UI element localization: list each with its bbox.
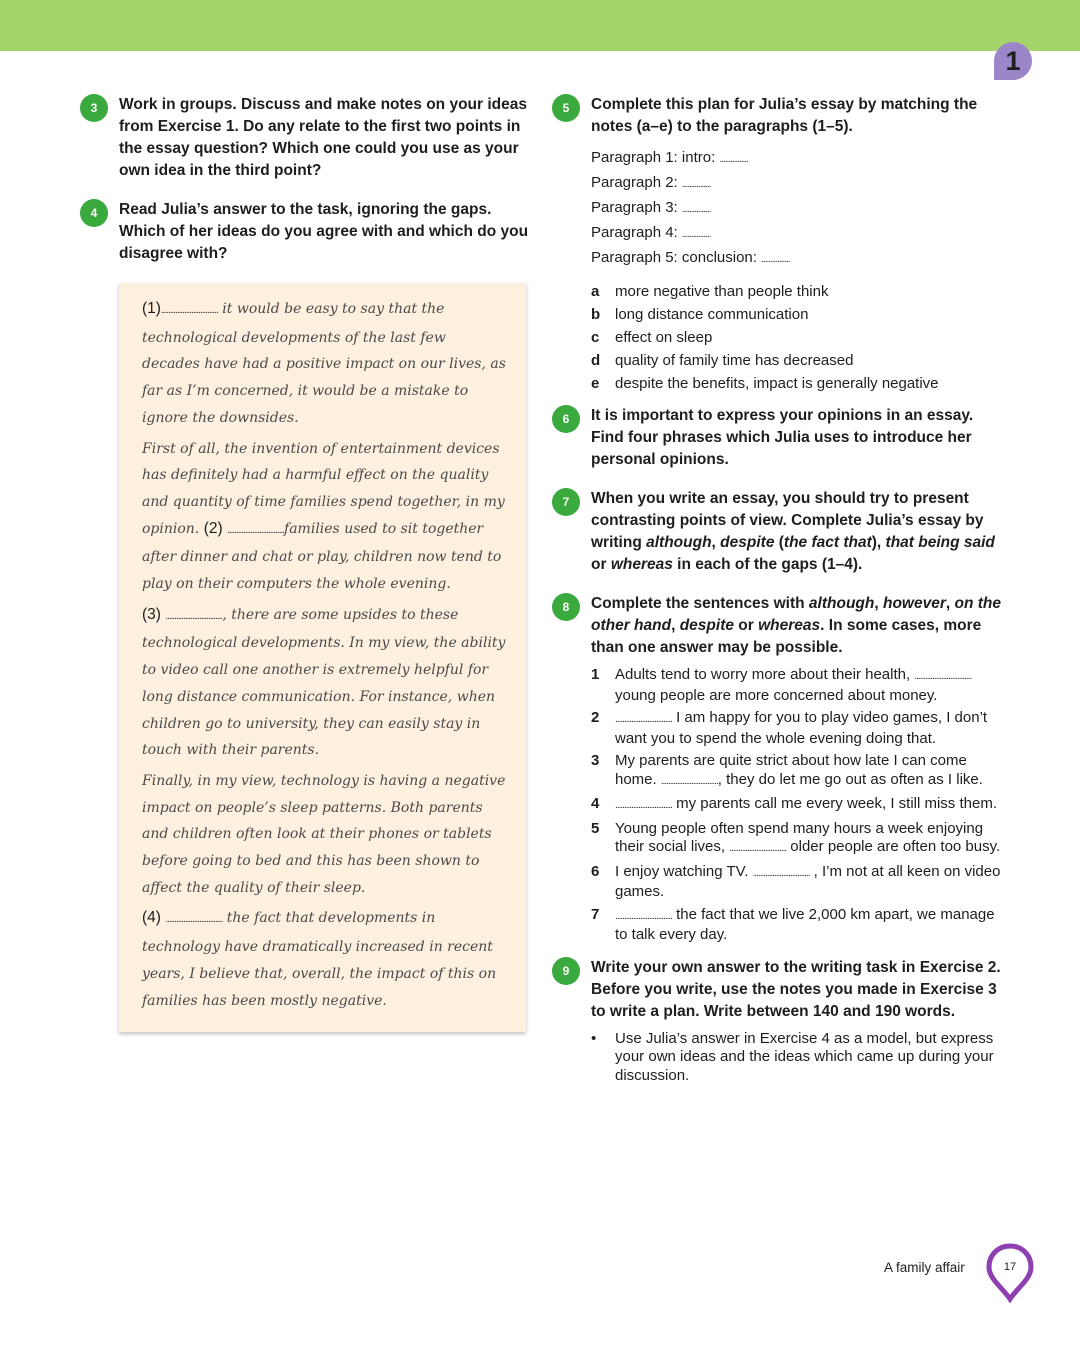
note-item	[591, 372, 1002, 395]
gap-label: (2)	[203, 519, 223, 537]
note-item	[591, 349, 1002, 372]
gap-label: (4)	[142, 909, 161, 927]
plan-label: Paragraph 2:	[591, 174, 678, 191]
sentence-blank[interactable]: ................................	[615, 910, 672, 922]
exercise-number: 8	[552, 593, 580, 621]
exercise-8	[552, 593, 1002, 945]
exercise-number: 4	[80, 199, 108, 227]
note-item	[591, 326, 1002, 349]
essay-text: the fact that developments in technology have dramatically increased in recent years, I believe that, overall, the impact of this on families has been mostly negative.	[142, 910, 497, 1009]
note-letter: b	[591, 306, 601, 323]
gap-label: (3)	[142, 605, 161, 623]
sentence-blank[interactable]: ................................	[729, 843, 787, 854]
exercise-number: 3	[80, 94, 108, 122]
essay-paragraph-1	[142, 296, 506, 432]
sentence-item	[591, 863, 1002, 902]
footer-unit-title: A family affair	[884, 1260, 965, 1275]
sentence-item	[591, 709, 1002, 748]
exercise-number: 6	[552, 405, 580, 433]
bullet-mark: •	[591, 1029, 597, 1047]
note-text: more negative than people think	[615, 283, 829, 300]
plan-item	[591, 196, 1002, 221]
plan-item	[591, 171, 1002, 196]
sentence-text: ................................ I am happy for you to play video games, I don’t want you to spend the whole evening doing that.	[615, 709, 988, 747]
page-pin-icon	[985, 1243, 1035, 1303]
bullet-item	[591, 1030, 1002, 1086]
exercise-instruction: Read Julia’s answer to the task, ignoring the gaps. Which of her ideas do you agree with and which do you disagree with?	[119, 201, 529, 262]
plan-blank[interactable]: ................	[761, 254, 790, 265]
exercise-4	[80, 199, 530, 265]
exercise-instruction: Work in groups. Discuss and make notes on your ideas from Exercise 1. Do any relate to the first two points in the essay question? Which one could you use as your own idea in the third point?	[119, 96, 527, 179]
sentence-number: 5	[591, 819, 600, 837]
sentence-number: 4	[591, 795, 600, 812]
sentence-blank[interactable]: ................................	[914, 671, 972, 682]
sentence-text: Young people often spend many hours a week enjoying their social lives, ................................ older people are often too busy.	[615, 819, 1001, 855]
page-number: 17	[1003, 1261, 1017, 1273]
essay-text: First of all, the invention of entertainment devices has definitely had a harmful effect on the quality and quantity of time families spend together, in my opinion.	[142, 440, 505, 537]
plan-blank[interactable]: ................	[719, 154, 748, 165]
plan-blank[interactable]: ................	[681, 229, 711, 240]
sentence-text: My parents are quite strict about how late I can come home. ................................, they do let me go out as often as I like.	[615, 752, 983, 788]
plan-item	[591, 146, 1002, 171]
essay-text: Finally, in my view, technology is having a negative impact on people’s sleep patterns. Both parents and children often look at their phones or tablets before going to bed and this has been shown to affect the quality of their sleep.	[142, 772, 506, 896]
exercise-instruction: Complete this plan for Julia’s essay by matching the notes (a–e) to the paragraphs (1–5).	[591, 96, 978, 135]
note-text: quality of family time has decreased	[615, 352, 854, 369]
note-item	[591, 303, 1002, 326]
note-letter: d	[591, 352, 601, 369]
sentence-number: 3	[591, 752, 600, 769]
essay-text: it would be easy to say that the technological developments of the last few decades have had a positive impact on our lives, as far as I’m concerned, it would be a mistake to ignore the downsides.	[142, 301, 506, 426]
essay-text: , there are some upsides to these technological developments. In my view, the ability to video call one another is extremely helpful for long distance communication. For instance, when children go to university, they can easily stay in touch with their parents.	[142, 606, 506, 759]
sentence-blank[interactable]: ................................	[615, 714, 672, 725]
plan-blank[interactable]: ................	[681, 204, 711, 215]
plan-item	[591, 221, 1002, 246]
sentence-text: I enjoy watching TV. ................................ , I’m not at all keen on video games.	[615, 862, 1001, 900]
plan-label: Paragraph 1: intro:	[591, 149, 716, 166]
sentence-number: 1	[591, 666, 600, 683]
plan-label: Paragraph 4:	[591, 224, 678, 241]
note-letter: a	[591, 283, 600, 300]
gap-blank[interactable]: ................................	[165, 914, 223, 926]
sentence-number: 6	[591, 862, 600, 880]
gap-label: (1)	[142, 300, 161, 317]
exercise-9	[552, 957, 1002, 1086]
sentence-text: ................................ the fact that we live 2,000 km apart, we manage to talk every day.	[615, 905, 995, 943]
exercise-number: 7	[552, 488, 580, 516]
exercise-instruction: Complete the sentences with although, however, on the other hand, despite or whereas. In some cases, more than one answer may be possible.	[591, 595, 1001, 656]
sentence-blank[interactable]: ................................	[752, 867, 810, 879]
exercise-number: 9	[552, 957, 580, 985]
exercise-number: 5	[552, 94, 580, 122]
plan-list	[591, 146, 1002, 271]
sentence-item	[591, 906, 1002, 945]
exercise-instruction: Write your own answer to the writing task in Exercise 2. Before you write, use the notes you made in Exercise 3 to write a plan. Write between 140 and 190 words.	[591, 958, 1001, 1020]
sentence-text: Adults tend to worry more about their health, ................................ young people are more concerned about money.	[615, 666, 972, 704]
sentence-item	[591, 752, 1002, 791]
sentence-item	[591, 820, 1002, 859]
sentence-list	[591, 666, 1002, 945]
sentence-number: 2	[591, 709, 600, 726]
unit-badge	[994, 42, 1032, 80]
gap-blank[interactable]: ................................	[160, 305, 218, 316]
sentence-number: 7	[591, 905, 600, 923]
essay-box	[119, 283, 526, 1032]
top-color-band	[0, 0, 1080, 51]
essay-paragraph-5	[142, 905, 506, 1014]
sentence-blank[interactable]: ................................	[660, 775, 718, 787]
exercise-instruction: When you write an essay, you should try to present contrasting points of view. Complete Julia’s essay by writing although, despite (the fact that), that being said or whereas in each of the gaps (1–4).	[591, 490, 995, 573]
unit-number: 1	[1005, 45, 1021, 76]
right-column	[552, 94, 1002, 1102]
plan-label: Paragraph 5: conclusion:	[591, 249, 757, 266]
essay-paragraph-3	[142, 602, 506, 764]
sentence-text: ................................ my parents call me every week, I still miss them.	[615, 795, 997, 812]
exercise-6	[552, 405, 1002, 471]
note-text: effect on sleep	[615, 329, 713, 346]
note-text: despite the benefits, impact is generally negative	[615, 375, 939, 392]
left-column	[80, 94, 530, 1032]
bullet-text: Use Julia’s answer in Exercise 4 as a model, but express your own ideas and the ideas which came up during your discussion.	[615, 1029, 994, 1084]
essay-text: families used to sit together after dinner and chat or play, children now tend to play on their computers the whole evening.	[142, 520, 502, 593]
plan-item	[591, 246, 1002, 271]
exercise-5	[552, 94, 1002, 395]
note-letter: e	[591, 375, 600, 392]
sentence-item	[591, 795, 1002, 816]
sentence-item	[591, 666, 1002, 705]
exercise-instruction: It is important to express your opinions in an essay. Find four phrases which Julia uses to introduce her personal opinions.	[591, 407, 974, 468]
gap-blank[interactable]: ................................	[165, 610, 223, 622]
note-text: long distance communication	[615, 306, 809, 323]
note-letter: c	[591, 329, 600, 346]
essay-paragraph-4	[142, 768, 506, 902]
plan-blank[interactable]: ................	[681, 179, 711, 190]
note-item	[591, 280, 1002, 303]
notes-list	[591, 280, 1002, 395]
sentence-blank[interactable]: ................................	[615, 800, 672, 811]
plan-label: Paragraph 3:	[591, 199, 678, 216]
bullet-list	[591, 1030, 1002, 1086]
exercise-3	[80, 94, 530, 182]
gap-blank[interactable]: ................................	[227, 524, 285, 536]
exercise-7	[552, 488, 1002, 576]
essay-paragraph-2	[142, 436, 506, 598]
